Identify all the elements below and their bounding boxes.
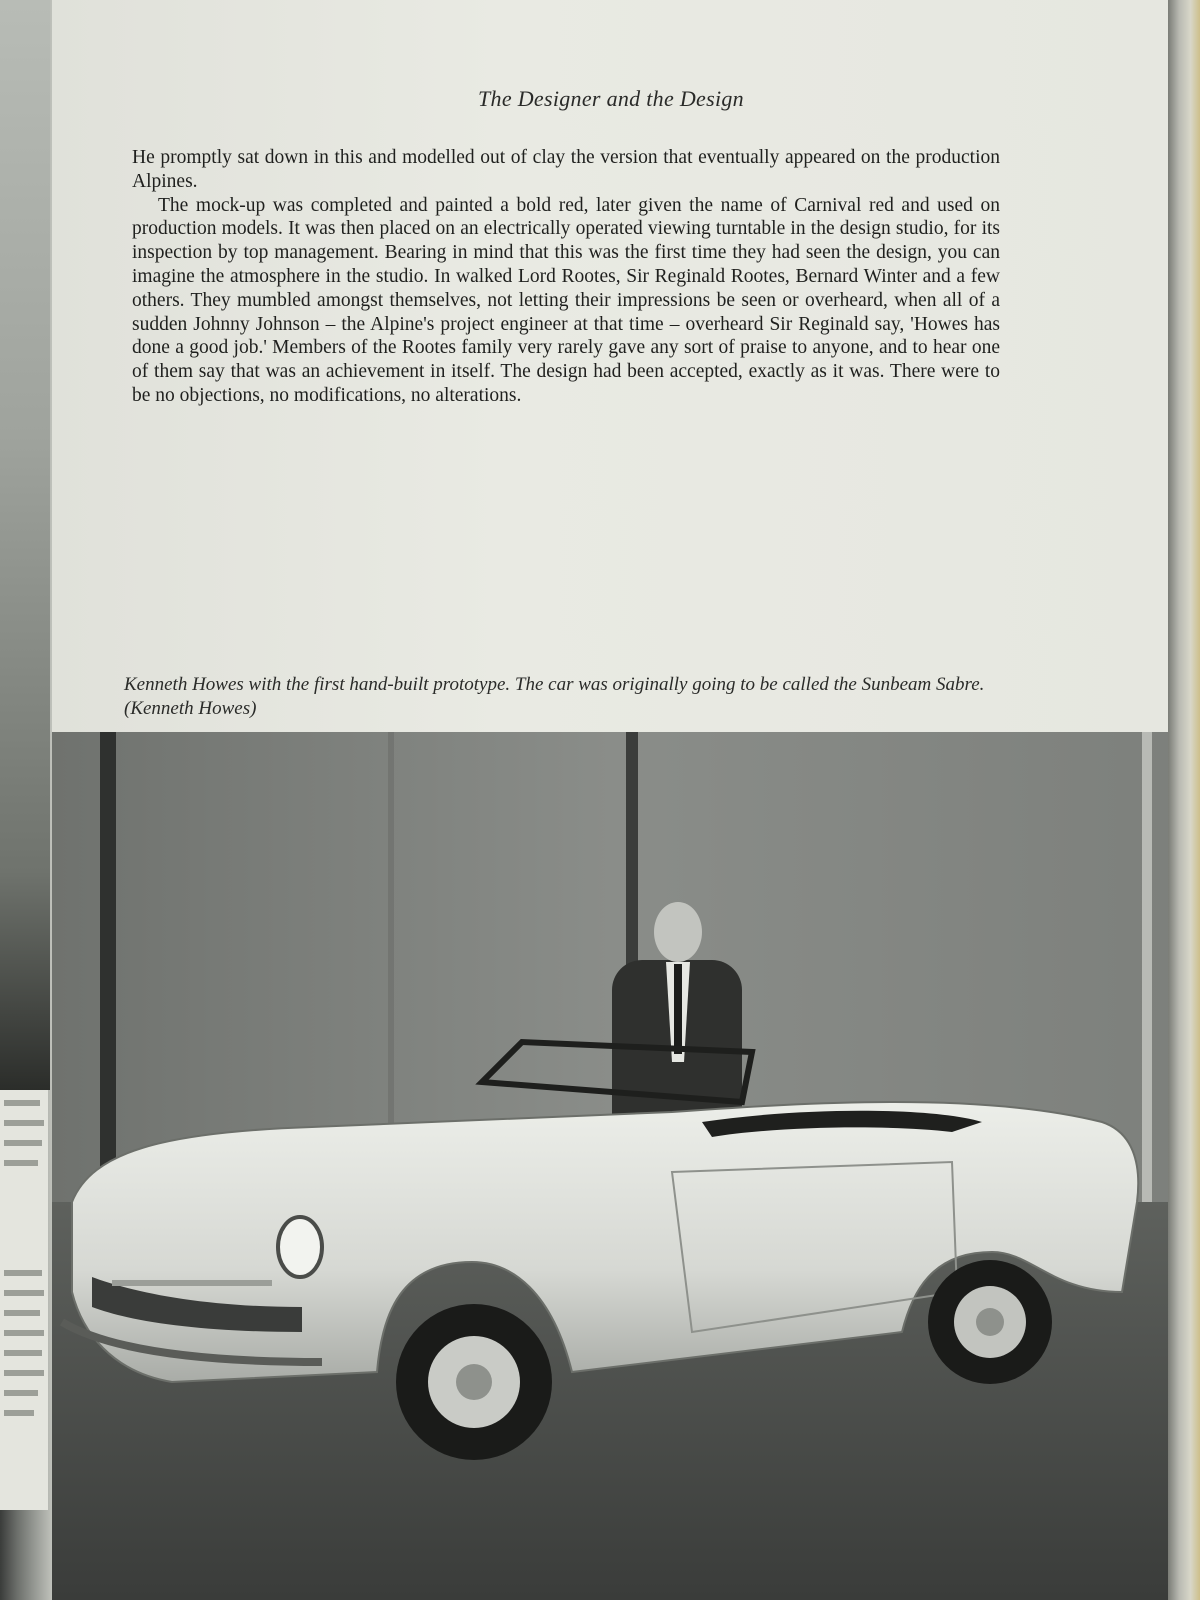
running-head: The Designer and the Design (478, 86, 744, 111)
paragraph-1: He promptly sat down in this and modelled out of clay the version that eventually appeared on the production Alpines. (132, 147, 1000, 192)
book-page (52, 0, 1170, 1600)
left-page-gutter (0, 0, 56, 1600)
car-prototype-photo (52, 732, 1170, 1600)
paragraph-2: The mock-up was completed and painted a bold red, later given the name of Carnival red and used on production models. It was then placed on an electrically operated viewing turntable in the design studio, for its inspection by top management. Bearing in mind that this was the first time they had seen the design, you can imagine the atmosphere in the studio. In walked Lord Rootes, Sir Reginald Rootes, Bernard Winter and a few others. They mumbled amongst themselves, not letting their impressions be seen or overheard, when all of a sudden Johnny Johnson – the Alpine's project engineer at that time – overheard Sir Reginald say, 'Howes has done a good job.' Members of the Rootes family very rarely gave any sort of praise to anyone, and to hear one of them say that was an achievement in itself. The design had been accepted, exactly as it was. There were to be no objections, no modifications, no alterations. (132, 194, 1000, 406)
photo-illustration (52, 732, 1170, 1600)
photo-caption: Kenneth Howes with the first hand-built prototype. The car was originally going to be called the Sunbeam Sabre. (Kenneth Howes) (124, 674, 985, 719)
left-page-text-fragment (0, 1090, 48, 1510)
book-edge (1168, 0, 1200, 1600)
left-page-photo-fragment (0, 0, 50, 1090)
body-text (132, 146, 1000, 408)
